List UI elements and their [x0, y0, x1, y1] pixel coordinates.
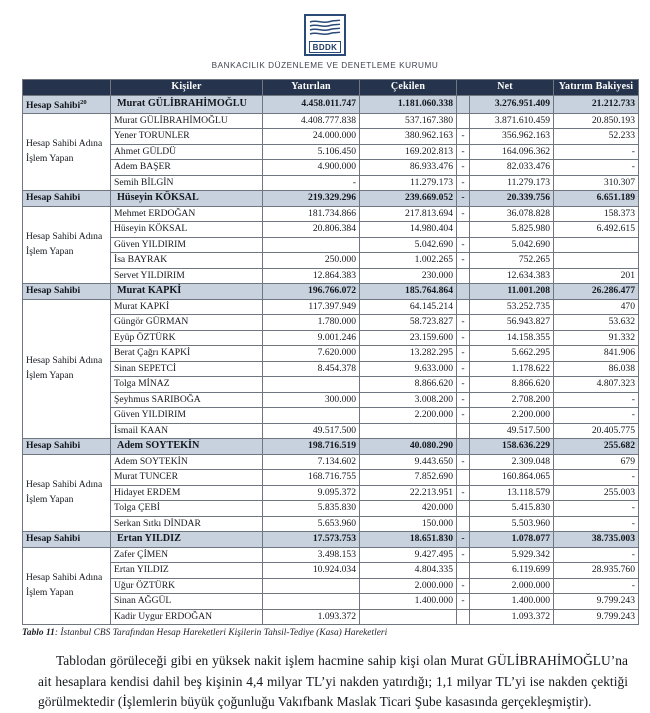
table-row — [23, 175, 639, 191]
investment-balance: - — [554, 501, 639, 517]
owner-role-label: Hesap Sahibi — [23, 284, 111, 300]
net-amount: 2.309.048 — [470, 454, 554, 470]
investment-balance: 310.307 — [554, 175, 639, 191]
table-row — [23, 578, 639, 594]
cash-movements-table — [22, 79, 639, 625]
footnote-marker: 20 — [80, 98, 87, 106]
net-amount: 356.962.163 — [470, 129, 554, 145]
owner-role-label: Hesap Sahibi — [23, 532, 111, 548]
person-name: Adem BAŞER — [111, 160, 263, 176]
deposited-amount: 117.397.949 — [263, 299, 360, 315]
withdrawn-amount: 2.000.000 — [360, 578, 457, 594]
deposited-amount: - — [263, 175, 360, 191]
deposited-amount: 9.001.246 — [263, 330, 360, 346]
owner-withdrawn: 18.651.830 — [360, 532, 457, 548]
withdrawn-amount: 13.282.295 — [360, 346, 457, 362]
net-sign: - — [457, 253, 470, 269]
owner-person-name: Hüseyin KÖKSAL — [111, 191, 263, 207]
person-name: Güngör GÜRMAN — [111, 315, 263, 331]
table-row — [23, 222, 639, 238]
net-sign: - — [457, 485, 470, 501]
owner-net-sign: - — [457, 191, 470, 207]
person-name: Yener TORUNLER — [111, 129, 263, 145]
net-amount: 160.864.065 — [470, 470, 554, 486]
header-cell-deposited: Yatırılan — [263, 80, 360, 96]
investment-balance: 470 — [554, 299, 639, 315]
owner-net-sign — [457, 95, 470, 113]
net-sign: - — [457, 547, 470, 563]
person-name: Semih BİLGİN — [111, 175, 263, 191]
withdrawn-amount: 4.804.335 — [360, 563, 457, 579]
withdrawn-amount — [360, 609, 457, 625]
deposited-amount — [263, 408, 360, 424]
deposited-amount: 5.106.450 — [263, 144, 360, 160]
investment-balance: - — [554, 392, 639, 408]
investment-balance: 4.807.323 — [554, 377, 639, 393]
person-name: İsa BAYRAK — [111, 253, 263, 269]
owner-role-label: Hesap Sahibi — [23, 191, 111, 207]
header-cell-withdrawn: Çekilen — [360, 80, 457, 96]
investment-balance: 52.233 — [554, 129, 639, 145]
deposited-amount — [263, 594, 360, 610]
person-name: Servet YILDIRIM — [111, 268, 263, 284]
withdrawn-amount: 380.962.163 — [360, 129, 457, 145]
person-name: Ertan YILDIZ — [111, 563, 263, 579]
owner-withdrawn: 1.181.060.338 — [360, 95, 457, 113]
table-container — [0, 70, 650, 625]
investment-balance: 91.332 — [554, 330, 639, 346]
person-name: Mehmet ERDOĞAN — [111, 206, 263, 222]
withdrawn-amount: 86.933.476 — [360, 160, 457, 176]
caption-text: : İstanbul CBS Tarafından Hesap Hareketleri Kişilerin Tahsil-Tediye (Kasa) Hareketleri — [54, 628, 388, 639]
net-amount: 1.093.372 — [470, 609, 554, 625]
net-amount: 12.634.383 — [470, 268, 554, 284]
table-row — [23, 206, 639, 222]
deposited-amount — [263, 578, 360, 594]
table-row — [23, 563, 639, 579]
owner-deposited: 4.458.011.747 — [263, 95, 360, 113]
investment-balance: 28.935.760 — [554, 563, 639, 579]
owner-person-name: Ertan YILDIZ — [111, 532, 263, 548]
deposited-amount: 4.900.000 — [263, 160, 360, 176]
deposited-amount: 3.498.153 — [263, 547, 360, 563]
deposited-amount: 300.000 — [263, 392, 360, 408]
investment-balance: 841.906 — [554, 346, 639, 362]
table-row — [23, 330, 639, 346]
net-amount: 1.178.622 — [470, 361, 554, 377]
owner-balance: 6.651.189 — [554, 191, 639, 207]
net-amount: 5.662.295 — [470, 346, 554, 362]
withdrawn-amount: 217.813.694 — [360, 206, 457, 222]
owner-net: 3.276.951.409 — [470, 95, 554, 113]
net-amount: 1.400.000 — [470, 594, 554, 610]
owner-net-sign: - — [457, 532, 470, 548]
withdrawn-amount: 9.443.650 — [360, 454, 457, 470]
deposited-amount: 1.780.000 — [263, 315, 360, 331]
owner-person-name: Adem SOYTEKİN — [111, 439, 263, 455]
table-row — [23, 129, 639, 145]
owner-role-label: Hesap Sahibi — [23, 439, 111, 455]
caption-label: Tablo 11 — [22, 628, 55, 639]
withdrawn-amount: 23.159.600 — [360, 330, 457, 346]
table-row — [23, 454, 639, 470]
deposited-amount — [263, 237, 360, 253]
table-row — [23, 392, 639, 408]
net-sign: - — [457, 206, 470, 222]
investment-balance: 86.038 — [554, 361, 639, 377]
net-sign: - — [457, 315, 470, 331]
net-sign — [457, 423, 470, 439]
page-header — [0, 0, 650, 70]
withdrawn-amount: 1.002.265 — [360, 253, 457, 269]
deposited-amount: 9.095.372 — [263, 485, 360, 501]
table-row — [23, 315, 639, 331]
deposited-amount: 12.864.383 — [263, 268, 360, 284]
deposited-amount: 24.000.000 — [263, 129, 360, 145]
owner-person-name: Murat KAPKİ — [111, 284, 263, 300]
table-row — [23, 594, 639, 610]
net-amount: 2.000.000 — [470, 578, 554, 594]
owner-net: 1.078.077 — [470, 532, 554, 548]
net-amount: 56.943.827 — [470, 315, 554, 331]
net-sign: - — [457, 578, 470, 594]
logo-wave-lines-icon — [309, 19, 341, 41]
table-body — [23, 95, 639, 625]
net-amount: 11.279.173 — [470, 175, 554, 191]
person-name: Şeyhmus SARIBOĞA — [111, 392, 263, 408]
table-row — [23, 377, 639, 393]
net-sign: - — [457, 175, 470, 191]
deposited-amount: 4.408.777.838 — [263, 113, 360, 129]
net-sign — [457, 299, 470, 315]
net-amount: 164.096.362 — [470, 144, 554, 160]
net-sign: - — [457, 144, 470, 160]
owner-balance: 26.286.477 — [554, 284, 639, 300]
table-row — [23, 516, 639, 532]
net-sign: - — [457, 377, 470, 393]
deposited-amount — [263, 377, 360, 393]
person-name: Serkan Sıtkı DİNDAR — [111, 516, 263, 532]
withdrawn-amount: 3.008.200 — [360, 392, 457, 408]
person-name: Murat KAPKİ — [111, 299, 263, 315]
investment-balance: - — [554, 144, 639, 160]
withdrawn-amount: 169.202.813 — [360, 144, 457, 160]
table-row — [23, 547, 639, 563]
table-row — [23, 299, 639, 315]
investment-balance — [554, 237, 639, 253]
withdrawn-amount: 2.200.000 — [360, 408, 457, 424]
investment-balance: 20.850.193 — [554, 113, 639, 129]
deposited-amount: 168.716.755 — [263, 470, 360, 486]
net-amount: 3.871.610.459 — [470, 113, 554, 129]
person-name: İsmail KAAN — [111, 423, 263, 439]
agent-role-label: Hesap Sahibi Adına İşlem Yapan — [23, 113, 111, 191]
net-sign: - — [457, 129, 470, 145]
withdrawn-amount: 64.145.214 — [360, 299, 457, 315]
net-amount: 5.929.342 — [470, 547, 554, 563]
withdrawn-amount: 230.000 — [360, 268, 457, 284]
table-row — [23, 268, 639, 284]
deposited-amount: 7.620.000 — [263, 346, 360, 362]
net-sign: - — [457, 160, 470, 176]
person-name: Murat TUNCER — [111, 470, 263, 486]
withdrawn-amount: 5.042.690 — [360, 237, 457, 253]
net-sign — [457, 501, 470, 517]
net-amount: 13.118.579 — [470, 485, 554, 501]
investment-balance: - — [554, 408, 639, 424]
net-sign — [457, 563, 470, 579]
net-amount: 2.708.200 — [470, 392, 554, 408]
agent-role-label: Hesap Sahibi Adına İşlem Yapan — [23, 547, 111, 625]
net-amount: 8.866.620 — [470, 377, 554, 393]
owner-withdrawn: 40.080.290 — [360, 439, 457, 455]
withdrawn-amount: 14.980.404 — [360, 222, 457, 238]
header-cell-role — [23, 80, 111, 96]
table-row — [23, 408, 639, 424]
withdrawn-amount: 1.400.000 — [360, 594, 457, 610]
net-amount: 49.517.500 — [470, 423, 554, 439]
table-caption — [0, 625, 650, 638]
table-row — [23, 237, 639, 253]
table-row-owner — [23, 95, 639, 113]
investment-balance: - — [554, 470, 639, 486]
header-cell-net: Net — [457, 80, 554, 96]
net-amount: 6.119.699 — [470, 563, 554, 579]
person-name: Hüseyin KÖKSAL — [111, 222, 263, 238]
person-name: Güven YILDIRIM — [111, 408, 263, 424]
net-amount: 5.415.830 — [470, 501, 554, 517]
table-row-owner — [23, 191, 639, 207]
header-cell-person: Kişiler — [111, 80, 263, 96]
owner-person-name: Murat GÜLİBRAHİMOĞLU — [111, 95, 263, 113]
deposited-amount: 8.454.378 — [263, 361, 360, 377]
investment-balance: 20.405.775 — [554, 423, 639, 439]
owner-net: 20.339.756 — [470, 191, 554, 207]
body-paragraph-container — [0, 638, 650, 713]
person-name: Hidayet ERDEM — [111, 485, 263, 501]
net-sign: - — [457, 594, 470, 610]
table-row — [23, 160, 639, 176]
investment-balance: 53.632 — [554, 315, 639, 331]
table-row-owner — [23, 284, 639, 300]
table-row — [23, 253, 639, 269]
table-row — [23, 609, 639, 625]
owner-deposited: 219.329.296 — [263, 191, 360, 207]
net-amount: 5.503.960 — [470, 516, 554, 532]
deposited-amount: 250.000 — [263, 253, 360, 269]
withdrawn-amount: 9.633.000 — [360, 361, 457, 377]
withdrawn-amount: 11.279.173 — [360, 175, 457, 191]
person-name: Adem SOYTEKİN — [111, 454, 263, 470]
owner-balance: 38.735.003 — [554, 532, 639, 548]
agent-role-label: Hesap Sahibi Adına İşlem Yapan — [23, 454, 111, 532]
withdrawn-amount: 22.213.951 — [360, 485, 457, 501]
net-amount: 36.078.828 — [470, 206, 554, 222]
owner-net-sign — [457, 284, 470, 300]
investment-balance: - — [554, 547, 639, 563]
net-sign: - — [457, 454, 470, 470]
net-amount: 2.200.000 — [470, 408, 554, 424]
investment-balance: 201 — [554, 268, 639, 284]
table-header — [23, 80, 639, 96]
net-sign — [457, 516, 470, 532]
withdrawn-amount — [360, 423, 457, 439]
net-sign — [457, 470, 470, 486]
owner-net-sign — [457, 439, 470, 455]
investment-balance: 6.492.615 — [554, 222, 639, 238]
investment-balance: 255.003 — [554, 485, 639, 501]
person-name: Uğur ÖZTÜRK — [111, 578, 263, 594]
person-name: Ahmet GÜLDÜ — [111, 144, 263, 160]
withdrawn-amount: 7.852.690 — [360, 470, 457, 486]
investment-balance: - — [554, 516, 639, 532]
owner-withdrawn: 239.669.052 — [360, 191, 457, 207]
person-name: Zafer ÇİMEN — [111, 547, 263, 563]
net-sign — [457, 113, 470, 129]
owner-deposited: 198.716.519 — [263, 439, 360, 455]
table-row — [23, 346, 639, 362]
table-row-owner — [23, 532, 639, 548]
organization-name: BANKACILIK DÜZENLEME VE DENETLEME KURUMU — [211, 61, 439, 70]
person-name: Güven YILDIRIM — [111, 237, 263, 253]
owner-withdrawn: 185.764.864 — [360, 284, 457, 300]
header-row — [23, 80, 639, 96]
net-sign: - — [457, 392, 470, 408]
net-sign: - — [457, 361, 470, 377]
bddk-waves-logo-icon — [304, 14, 346, 56]
agent-role-label: Hesap Sahibi Adına İşlem Yapan — [23, 206, 111, 284]
agent-role-label: Hesap Sahibi Adına İşlem Yapan — [23, 299, 111, 439]
owner-deposited: 196.766.072 — [263, 284, 360, 300]
net-sign — [457, 222, 470, 238]
deposited-amount: 10.924.034 — [263, 563, 360, 579]
deposited-amount: 49.517.500 — [263, 423, 360, 439]
withdrawn-amount: 58.723.827 — [360, 315, 457, 331]
investment-balance — [554, 253, 639, 269]
person-name: Murat GÜLİBRAHİMOĞLU — [111, 113, 263, 129]
withdrawn-amount: 420.000 — [360, 501, 457, 517]
investment-balance: 9.799.243 — [554, 594, 639, 610]
net-sign: - — [457, 346, 470, 362]
table-row — [23, 485, 639, 501]
owner-net: 158.636.229 — [470, 439, 554, 455]
person-name: Eyüp ÖZTÜRK — [111, 330, 263, 346]
table-row — [23, 144, 639, 160]
header-cell-balance: Yatırım Bakiyesi — [554, 80, 639, 96]
table-row — [23, 423, 639, 439]
investment-balance: 9.799.243 — [554, 609, 639, 625]
net-amount: 14.158.355 — [470, 330, 554, 346]
person-name: Sinan SEPETCİ — [111, 361, 263, 377]
withdrawn-amount: 9.427.495 — [360, 547, 457, 563]
deposited-amount: 181.734.866 — [263, 206, 360, 222]
investment-balance: 158.373 — [554, 206, 639, 222]
withdrawn-amount: 8.866.620 — [360, 377, 457, 393]
net-amount: 82.033.476 — [470, 160, 554, 176]
net-amount: 5.825.980 — [470, 222, 554, 238]
table-row — [23, 501, 639, 517]
table-row-owner — [23, 439, 639, 455]
table-row — [23, 113, 639, 129]
deposited-amount: 1.093.372 — [263, 609, 360, 625]
net-sign: - — [457, 237, 470, 253]
owner-deposited: 17.573.753 — [263, 532, 360, 548]
net-sign — [457, 609, 470, 625]
owner-net: 11.001.208 — [470, 284, 554, 300]
deposited-amount: 5.653.960 — [263, 516, 360, 532]
net-amount: 752.265 — [470, 253, 554, 269]
net-amount: 5.042.690 — [470, 237, 554, 253]
deposited-amount: 5.835.830 — [263, 501, 360, 517]
person-name: Tolga MİNAZ — [111, 377, 263, 393]
person-name: Sinan AĞGÜL — [111, 594, 263, 610]
owner-balance: 21.212.733 — [554, 95, 639, 113]
investment-balance: 679 — [554, 454, 639, 470]
person-name: Tolga ÇEBİ — [111, 501, 263, 517]
net-sign: - — [457, 330, 470, 346]
table-row — [23, 470, 639, 486]
withdrawn-amount: 150.000 — [360, 516, 457, 532]
deposited-amount: 7.134.602 — [263, 454, 360, 470]
investment-balance: - — [554, 578, 639, 594]
net-sign — [457, 268, 470, 284]
table-row — [23, 361, 639, 377]
body-paragraph: Tablodan görüleceği gibi en yüksek nakit işlem hacmine sahip kişi olan Murat GÜLİBRAHİMOĞLU’na ait hesaplara kendisi dahil beş kişinin 4,4 milyar TL’yi nakden yatırdığı; 1,1 milyar TL’yi ise nakden çektiği görülmektedir (İşlemlerin büyük çoğunluğu Vakıfbank Maslak Ticari Şube kasasında gerçekleşmiştir). — [38, 653, 628, 710]
owner-role-label: Hesap Sahibi$^{20}$ — [23, 95, 111, 113]
net-sign: - — [457, 408, 470, 424]
withdrawn-amount: 537.167.380 — [360, 113, 457, 129]
deposited-amount: 20.806.384 — [263, 222, 360, 238]
person-name: Berat Çağrı KAPKİ — [111, 346, 263, 362]
investment-balance: - — [554, 160, 639, 176]
logo-wordmark: BDDK — [309, 41, 342, 53]
net-amount: 53.252.735 — [470, 299, 554, 315]
owner-balance: 255.682 — [554, 439, 639, 455]
person-name: Kadir Uygur ERDOĞAN — [111, 609, 263, 625]
